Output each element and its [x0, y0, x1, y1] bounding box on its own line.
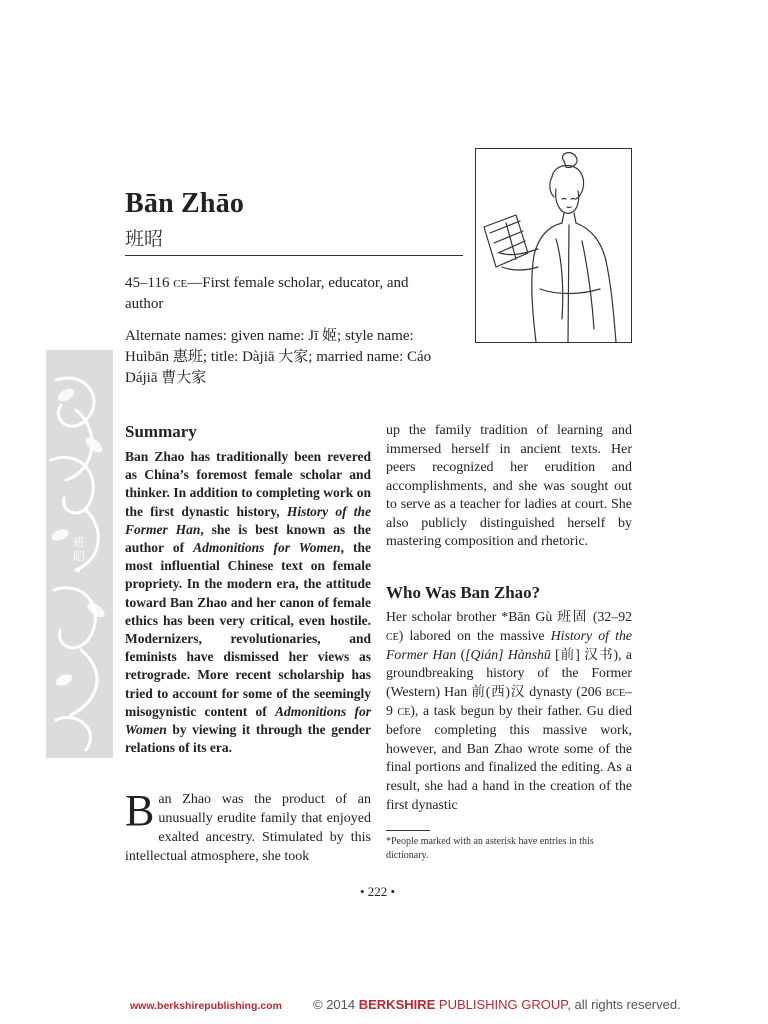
era-label: bce [605, 684, 626, 700]
publisher-name: PUBLISHING GROUP, [435, 997, 571, 1012]
publisher-brand: BERKSHIRE [358, 997, 436, 1012]
summary-paragraph [125, 448, 371, 757]
body-right-text-6: ), a task begun by their father. Gu died before completing this massive work, however, and Ban Zhao wrote some of the final portions and finalized the editing. As a result, she had a hand in the creation of the first dynastic [386, 702, 632, 812]
era-label: ce [173, 275, 188, 291]
summary-italic-3: Admonitions for Women [125, 703, 371, 738]
body-right-text-3: ( [456, 646, 466, 662]
copyright-prefix: © 2014 [313, 997, 359, 1012]
chinese-title: 班昭 [125, 229, 164, 250]
body-right-text-5: –9 [386, 684, 632, 718]
summary-italic-1: History of the Former Han [125, 503, 371, 537]
footer-copyright [313, 997, 681, 1012]
footnote: *People marked with an asterisk have entries in this dictionary. [386, 836, 594, 861]
section-heading-who: Who Was Ban Zhao? [386, 583, 541, 602]
title-divider [125, 255, 463, 256]
era-label: ce [397, 702, 411, 718]
page-title: Bān Zhāo [125, 188, 245, 219]
decorative-side-band [46, 350, 113, 758]
era-label: ce [386, 627, 399, 643]
summary-heading: Summary [125, 422, 197, 441]
summary-text-4: by viewing it through the gender relations of its era. [125, 722, 371, 756]
body-paragraph-left [125, 786, 371, 866]
body-right-text-1: Her scholar brother *Bān Gù 班固 (32–92 [386, 609, 632, 624]
footnote-divider [386, 830, 430, 831]
footer-url-link[interactable]: www.berkshirepublishing.com [130, 1000, 282, 1012]
body-right-italic-2: [Qián] Hànshū [465, 646, 551, 662]
summary-text-3: , the most influential Chinese text on female propriety. In the modern era, the attitude toward Ban Zhao and her canon of female ethics has been very critical, even hostile. Modernizers, revolutionaries, and feminists have dismissed her views as retrograde. More recent scholarship has tried to account for some of the seemingly misogynistic content of [125, 540, 371, 719]
body-right-text-4: [前] 汉书), a groundbreaking history of the Former (Western) Han 前(西)汉 dynasty (206 [386, 646, 632, 700]
portrait-image [475, 148, 632, 343]
dates-rest: —First female scholar, educator, and author [125, 275, 409, 312]
alternate-names: Alternate names: given name: Jī 姬; style name: Huìbān 惠班; title: Dàjiā 大家; married name: Cáo Dájiā 曹大家 [125, 328, 432, 386]
body-paragraph-continued: up the family tradition of learning and immersed herself in ancient texts. Her peers recognized her erudition and accomplishments, and she was sought out to serve as a teacher for ladies at court. She also publicly distinguished herself by mastering composition and rhetoric. [386, 423, 632, 549]
body-paragraph-right [386, 608, 632, 815]
dates-prefix: 45–116 [125, 275, 174, 291]
dates-description [125, 273, 425, 315]
body-right-italic-1: History of the Former Han [386, 627, 632, 662]
side-running-label: 班昭 • [71, 536, 86, 576]
copyright-rights: all rights reserved. [570, 997, 681, 1012]
drop-cap: B [125, 786, 155, 835]
page-number: • 222 • [359, 884, 396, 899]
body-left-text: an Zhao was the product of an unusually erudite family that enjoyed exalted ancestry. Stimulated by this intellectual atmosphere, she took [125, 792, 371, 864]
summary-text-1: Ban Zhao has traditionally been revered as China’s foremost female scholar and thinker. In addition to completing work on the first dynastic history, [125, 449, 371, 519]
summary-text-2: , she is best known as the author of [125, 521, 372, 556]
scholar-portrait-icon [476, 149, 631, 342]
body-right-text-2: ) labored on the massive [398, 627, 551, 643]
summary-italic-2: Admonitions for Women [193, 540, 341, 556]
